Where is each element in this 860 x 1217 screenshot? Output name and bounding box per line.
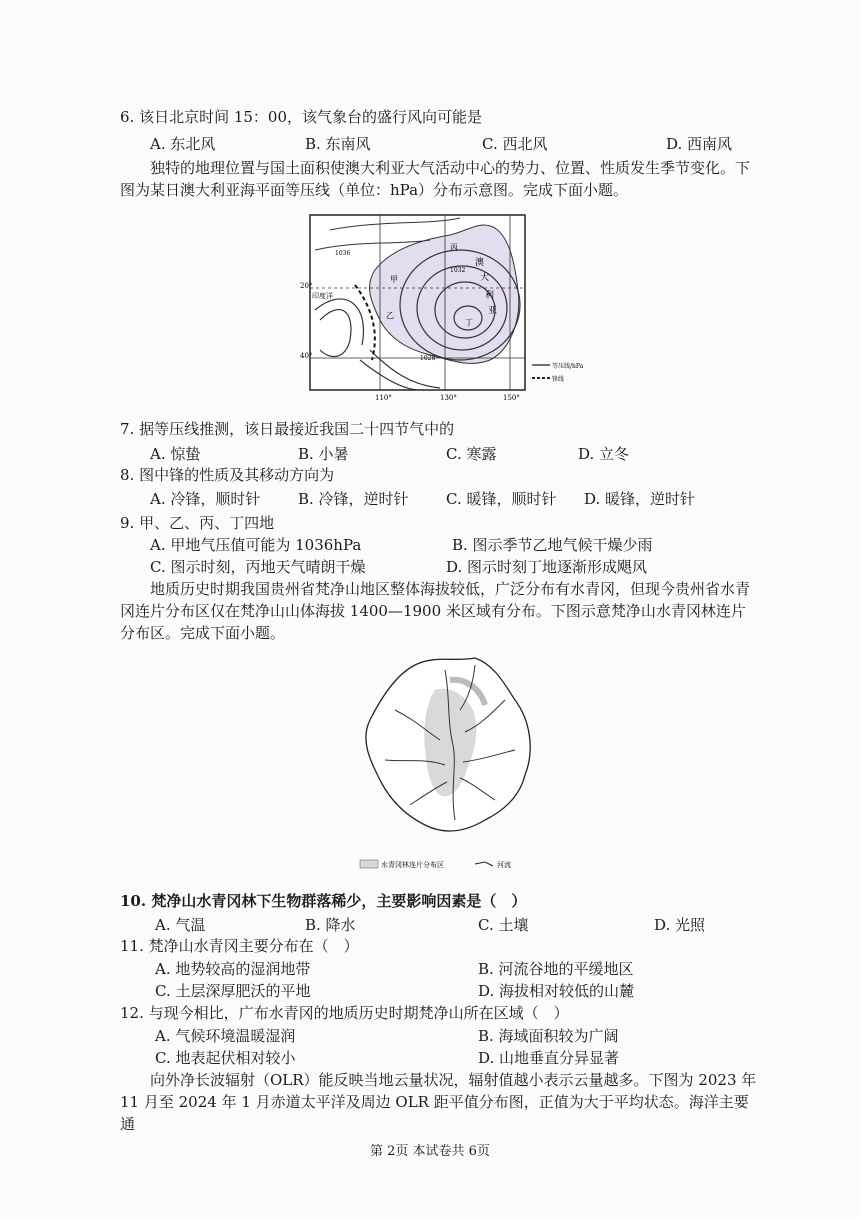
question-10-option-b: B. 降水 bbox=[305, 916, 356, 934]
question-8-option-b: B. 冷锋，逆时针 bbox=[298, 490, 409, 508]
question-12-option-b: B. 海域面积较为广阔 bbox=[478, 1027, 619, 1045]
lat-label-20: 20° bbox=[300, 282, 313, 290]
pressure-label-1036: 1036 bbox=[335, 250, 351, 257]
question-10-stem: 10. 梵净山水青冈林下生物群落稀少，主要影响因素是（ ） bbox=[120, 892, 527, 910]
question-7-stem: 7. 据等压线推测，该日最接近我国二十四节气中的 bbox=[120, 420, 455, 438]
question-9-option-b: B. 图示季节乙地气候干燥少雨 bbox=[452, 536, 653, 554]
question-11-option-d: D. 海拔相对较低的山麓 bbox=[478, 982, 635, 1000]
passage-olr bbox=[120, 1069, 760, 1135]
question-9-stem: 9. 甲、乙、丙、丁四地 bbox=[120, 514, 275, 532]
question-7-option-b: B. 小暑 bbox=[298, 445, 349, 463]
question-12-option-c: C. 地表起伏相对较小 bbox=[155, 1049, 296, 1067]
legend-river: 河流 bbox=[497, 861, 511, 869]
pressure-label-1032: 1032 bbox=[450, 267, 466, 274]
label-ao: 澳 bbox=[475, 258, 485, 268]
question-8-option-c: C. 暖锋，顺时针 bbox=[446, 490, 557, 508]
fanjingshan-map bbox=[355, 650, 545, 880]
lon-label-110: 110° bbox=[375, 394, 392, 402]
passage-fanjingshan bbox=[120, 578, 760, 644]
question-7-option-c: C. 寒露 bbox=[446, 445, 497, 463]
question-12-option-d: D. 山地垂直分异显著 bbox=[478, 1049, 620, 1067]
question-6-option-d: D. 西南风 bbox=[666, 135, 733, 153]
label-indian-ocean: 印度洋 bbox=[312, 292, 333, 300]
passage-australia-text: 独特的地理位置与国土面积使澳大利亚大气活动中心的势力、位置、性质发生季节变化。下图为某日澳大利亚海平面等压线（单位：hPa）分布示意图。完成下面小题。 bbox=[120, 159, 751, 199]
question-12-option-a: A. 气候环境温暖湿润 bbox=[155, 1027, 296, 1045]
question-7-option-a: A. 惊蛰 bbox=[150, 445, 201, 463]
label-jia: 甲 bbox=[390, 275, 398, 284]
question-11-option-b: B. 河流谷地的平缓地区 bbox=[478, 960, 634, 978]
question-6-option-a: A. 东北风 bbox=[150, 135, 216, 153]
question-11-option-a: A. 地势较高的湿润地带 bbox=[155, 960, 311, 978]
question-8-option-a: A. 冷锋，顺时针 bbox=[150, 490, 261, 508]
lon-label-130: 130° bbox=[440, 394, 457, 402]
question-6-option-b: B. 东南风 bbox=[305, 135, 371, 153]
question-11-option-c: C. 土层深厚肥沃的平地 bbox=[155, 982, 311, 1000]
label-yi: 乙 bbox=[386, 311, 394, 320]
question-6-option-c: C. 西北风 bbox=[482, 135, 548, 153]
legend-isobar: 等压线/hPa bbox=[552, 363, 584, 370]
question-8-option-d: D. 暖锋，逆时针 bbox=[584, 490, 696, 508]
question-9-option-c: C. 图示时刻，丙地天气晴朗干燥 bbox=[150, 558, 366, 576]
question-12-stem: 12. 与现今相比，广布水青冈的地质历史时期梵净山所在区域（ ） bbox=[120, 1004, 569, 1022]
passage-australia bbox=[120, 157, 760, 201]
lon-label-150: 150° bbox=[503, 394, 520, 402]
lat-label-40: 40° bbox=[300, 352, 313, 360]
question-11-stem: 11. 梵净山水青冈主要分布在（ ） bbox=[120, 937, 359, 955]
isobar-map bbox=[300, 210, 600, 405]
legend-front: 锋线 bbox=[552, 376, 565, 383]
question-10-option-c: C. 土壤 bbox=[478, 916, 529, 934]
passage-olr-text: 向外净长波辐射（OLR）能反映当地云量状况，辐射值越小表示云量越多。下图为 2023 年 11 月至 2024 年 1 月赤道太平洋及周边 OLR 距平值分布图，正值为大于平均状态。海洋主要通 bbox=[120, 1071, 757, 1133]
legend-beech-area: 水青冈林连片分布区 bbox=[381, 861, 444, 869]
page-footer: 第 2页 本试卷共 6页 bbox=[370, 1144, 490, 1159]
question-7-option-d: D. 立冬 bbox=[578, 445, 630, 463]
question-9-option-d: D. 图示时刻丁地逐渐形成飓风 bbox=[446, 558, 648, 576]
question-6-stem: 6. 该日北京时间 15：00，该气象台的盛行风向可能是 bbox=[120, 108, 483, 126]
fanjingshan-map-figure bbox=[355, 650, 545, 880]
question-10-option-d: D. 光照 bbox=[654, 916, 706, 934]
label-ya: 亚 bbox=[488, 306, 498, 316]
passage-fanjingshan-text: 地质历史时期我国贵州省梵净山地区整体海拔较低，广泛分布有水青冈，但现今贵州省水青冈连片分布区仅在梵净山山体海拔 1400—1900 米区域有分布。下图示意梵净山水青冈林连片分布区。完成下面小题。 bbox=[120, 580, 751, 642]
label-ding: 丁 bbox=[465, 318, 473, 327]
question-8-stem: 8. 图中锋的性质及其移动方向为 bbox=[120, 466, 335, 484]
label-da: 大 bbox=[480, 273, 490, 283]
label-li: 利 bbox=[485, 291, 495, 301]
question-10-option-a: A. 气温 bbox=[155, 916, 206, 934]
label-bing: 丙 bbox=[450, 243, 458, 252]
question-9-option-a: A. 甲地气压值可能为 1036hPa bbox=[150, 536, 362, 554]
pressure-label-1028: 1028 bbox=[420, 355, 436, 362]
isobar-map-figure bbox=[300, 210, 600, 405]
